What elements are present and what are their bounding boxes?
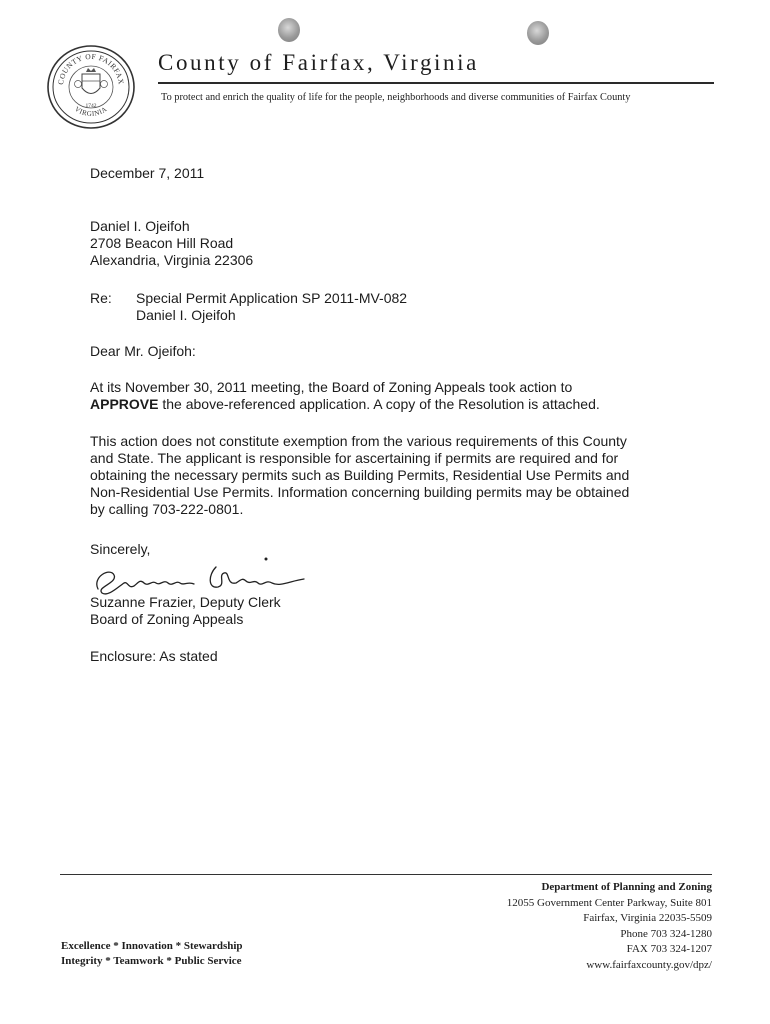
county-tagline: To protect and enrich the quality of life for the people, neighborhoods and diverse communities of Fairfax County (161, 92, 631, 103)
seal-text-top: COUNTY OF FAIRFAX (56, 51, 126, 86)
department-address-1: 12055 Government Center Parkway, Suite 801 (506, 896, 712, 909)
re-applicant: Daniel I. Ojeifoh (136, 307, 236, 323)
re-label: Re: (90, 290, 112, 306)
seal-year: 1742 (85, 103, 97, 109)
department-name: Department of Planning and Zoning (541, 881, 712, 893)
re-section (90, 290, 690, 324)
values-line-2: Integrity * Teamwork * Public Service (61, 955, 242, 967)
approval-line-1: At its November 30, 2011 meeting, the Board of Zoning Appeals took action to (90, 379, 573, 395)
footer-contact (507, 880, 712, 974)
approve-emphasis: APPROVE (90, 396, 159, 412)
requirements-line: This action does not constitute exemption from the various requirements of this County (90, 433, 627, 449)
signer-name: Suzanne Frazier, Deputy Clerk (90, 594, 281, 610)
closing: Sincerely, (90, 541, 151, 557)
department-fax: FAX 703 324-1207 (626, 943, 712, 956)
department-address-2: Fairfax, Virginia 22035-5509 (583, 912, 712, 925)
approval-line-2-rest: the above-referenced application. A copy of the Resolution is attached. (158, 396, 600, 412)
department-website-link[interactable]: www.fairfaxcounty.gov/dpz/ (586, 958, 712, 971)
re-subject (136, 290, 407, 324)
county-title: County of Fairfax, Virginia (158, 50, 479, 75)
salutation: Dear Mr. Ojeifoh: (90, 343, 196, 359)
punch-hole-left (278, 18, 300, 42)
svg-text:COUNTY OF FAIRFAX (56, 52, 126, 86)
recipient-address (90, 218, 690, 269)
footer-divider (60, 874, 712, 875)
letter-date: December 7, 2011 (90, 165, 205, 181)
header-divider (158, 82, 714, 84)
seal-text-bottom: VIRGINIA (73, 104, 109, 118)
requirements-line: obtaining the necessary permits such as Building Permits, Residential Use Permits and (90, 467, 630, 483)
requirements-line: and State. The applicant is responsible for ascertaining if permits are required and for (90, 450, 619, 466)
department-phone: Phone 703 324-1280 (620, 927, 712, 940)
values-line-1: Excellence * Innovation * Stewardship (61, 940, 243, 952)
recipient-city: Alexandria, Virginia 22306 (90, 252, 254, 268)
county-seal-icon (46, 44, 136, 130)
requirements-line: Non-Residential Use Permits. Information concerning building permits may be obtained (90, 484, 630, 500)
requirements-line: by calling 703-222-0801. (90, 501, 244, 517)
footer-values (61, 939, 243, 969)
re-application: Special Permit Application SP 2011-MV-082 (136, 290, 408, 306)
signature-block (90, 594, 690, 628)
paragraph-approval (90, 379, 690, 413)
recipient-name: Daniel I. Ojeifoh (90, 218, 190, 234)
paragraph-requirements (90, 433, 690, 518)
enclosure-note: Enclosure: As stated (90, 648, 218, 664)
signer-organization: Board of Zoning Appeals (90, 611, 244, 627)
punch-hole-right (527, 21, 549, 45)
recipient-street: 2708 Beacon Hill Road (90, 235, 234, 251)
approval-line-2 (90, 396, 690, 413)
